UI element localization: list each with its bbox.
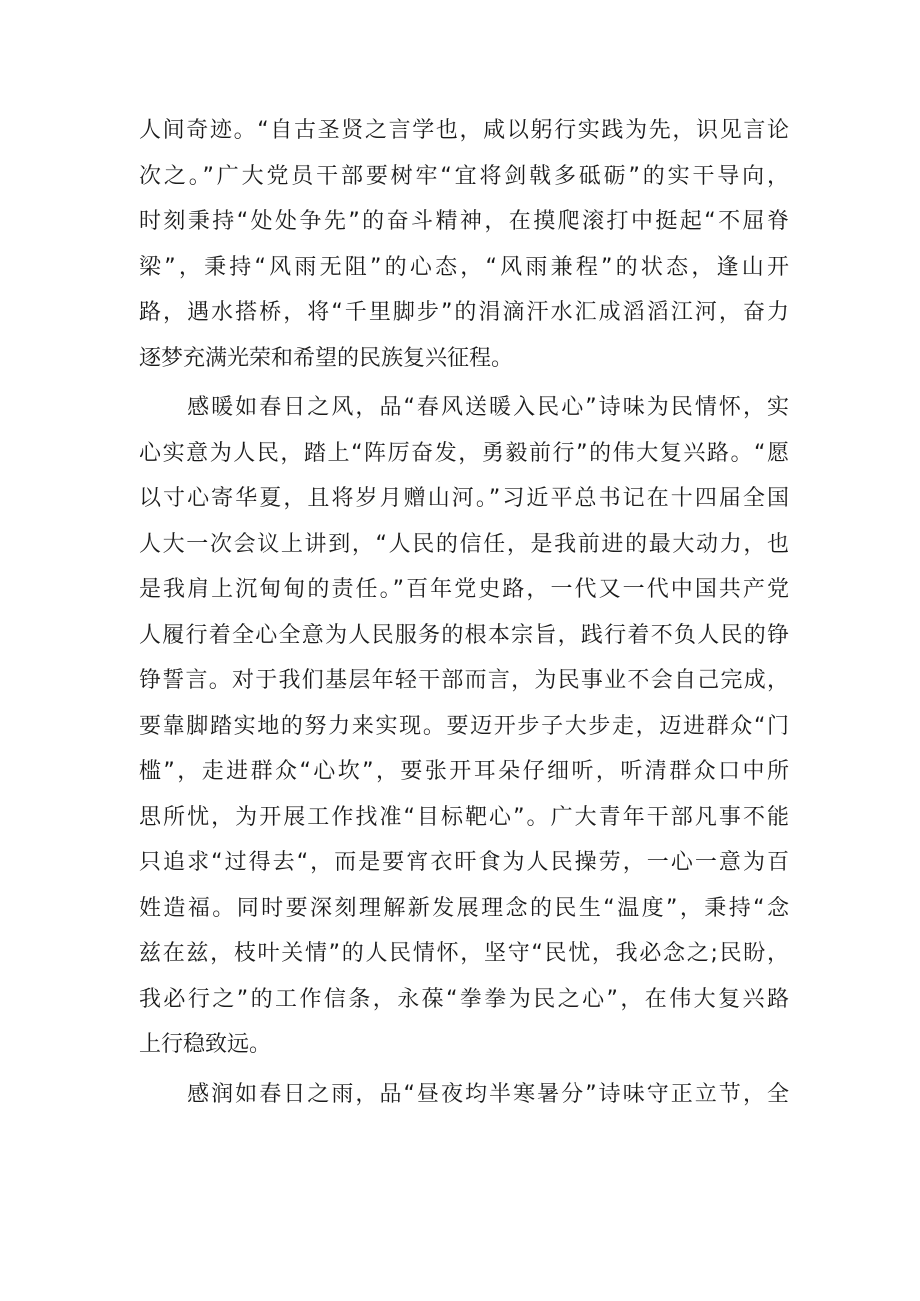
text-line: 人大一次会议上讲到，“人民的信任，是我前进的最大动力，也 [139,531,789,557]
text-line: 路，遇水搭桥，将“千里脚步”的涓滴汗水汇成滔滔江河，奋力 [139,300,789,325]
text-line: 感润如春日之雨，品“昼夜均半寒暑分”诗味守正立节，全 [139,1081,789,1107]
text-line: 要靠脚踏实地的努力来实现。要迈开步子大步走，迈进群众“门 [139,713,789,739]
text-line: 姓造福。同时要深刻理解新发展理念的民生“温度”，秉持“念 [139,895,789,921]
document-body [139,108,789,1117]
text-line: 时刻秉持“处处争先”的奋斗精神，在摸爬滚打中挺起“不屈脊 [139,209,789,234]
text-line: 逐梦充满光荣和希望的民族复兴征程。 [139,345,514,371]
text-line: 人间奇迹。“自古圣贤之言学也，咸以躬行实践为先，识见言论 [139,118,789,143]
text-line: 人履行着全心全意为人民服务的根本宗旨，践行着不负人民的铮 [139,622,789,648]
text-line: 槛”，走进群众“心坎”，要张开耳朵仔细听，听清群众口中所 [139,759,789,784]
paragraph-2 [139,385,789,1068]
text-line: 心实意为人民，踏上“阵厉奋发，勇毅前行”的伟大复兴路。“愿 [139,440,789,466]
text-line: 次之。”广大党员干部要树牢“宜将剑戟多砥砺”的实干导向， [139,163,789,189]
text-line: 兹在兹，枝叶关情”的人民情怀，坚守“民忧，我必念之;民盼， [139,941,789,966]
text-line: 铮誓言。对于我们基层年轻干部而言，为民事业不会自己完成， [139,668,789,693]
text-line: 是我肩上沉甸甸的责任。”百年党史路，一代又一代中国共产党 [139,577,789,602]
text-line: 梁”，秉持“风雨无阻”的心态，“风雨兼程”的状态，逢山开 [139,254,789,280]
paragraph-3 [139,1072,789,1118]
text-line: 上行稳致远。 [139,1032,272,1057]
text-line: 只追求“过得去“，而是要宵衣旰食为人民操劳，一心一意为百 [139,850,789,875]
text-line: 感暖如春日之风，品“春风送暖入民心”诗味为民情怀，实 [139,395,789,420]
paragraph-1 [139,108,789,381]
text-line: 我必行之”的工作信条，永葆“拳拳为民之心”，在伟大复兴路 [139,986,789,1012]
text-line: 思所忧，为开展工作找准“目标靶心”。广大青年干部凡事不能 [139,804,789,830]
text-line: 以寸心寄华夏，且将岁月赠山河。”习近平总书记在十四届全国 [139,486,789,511]
